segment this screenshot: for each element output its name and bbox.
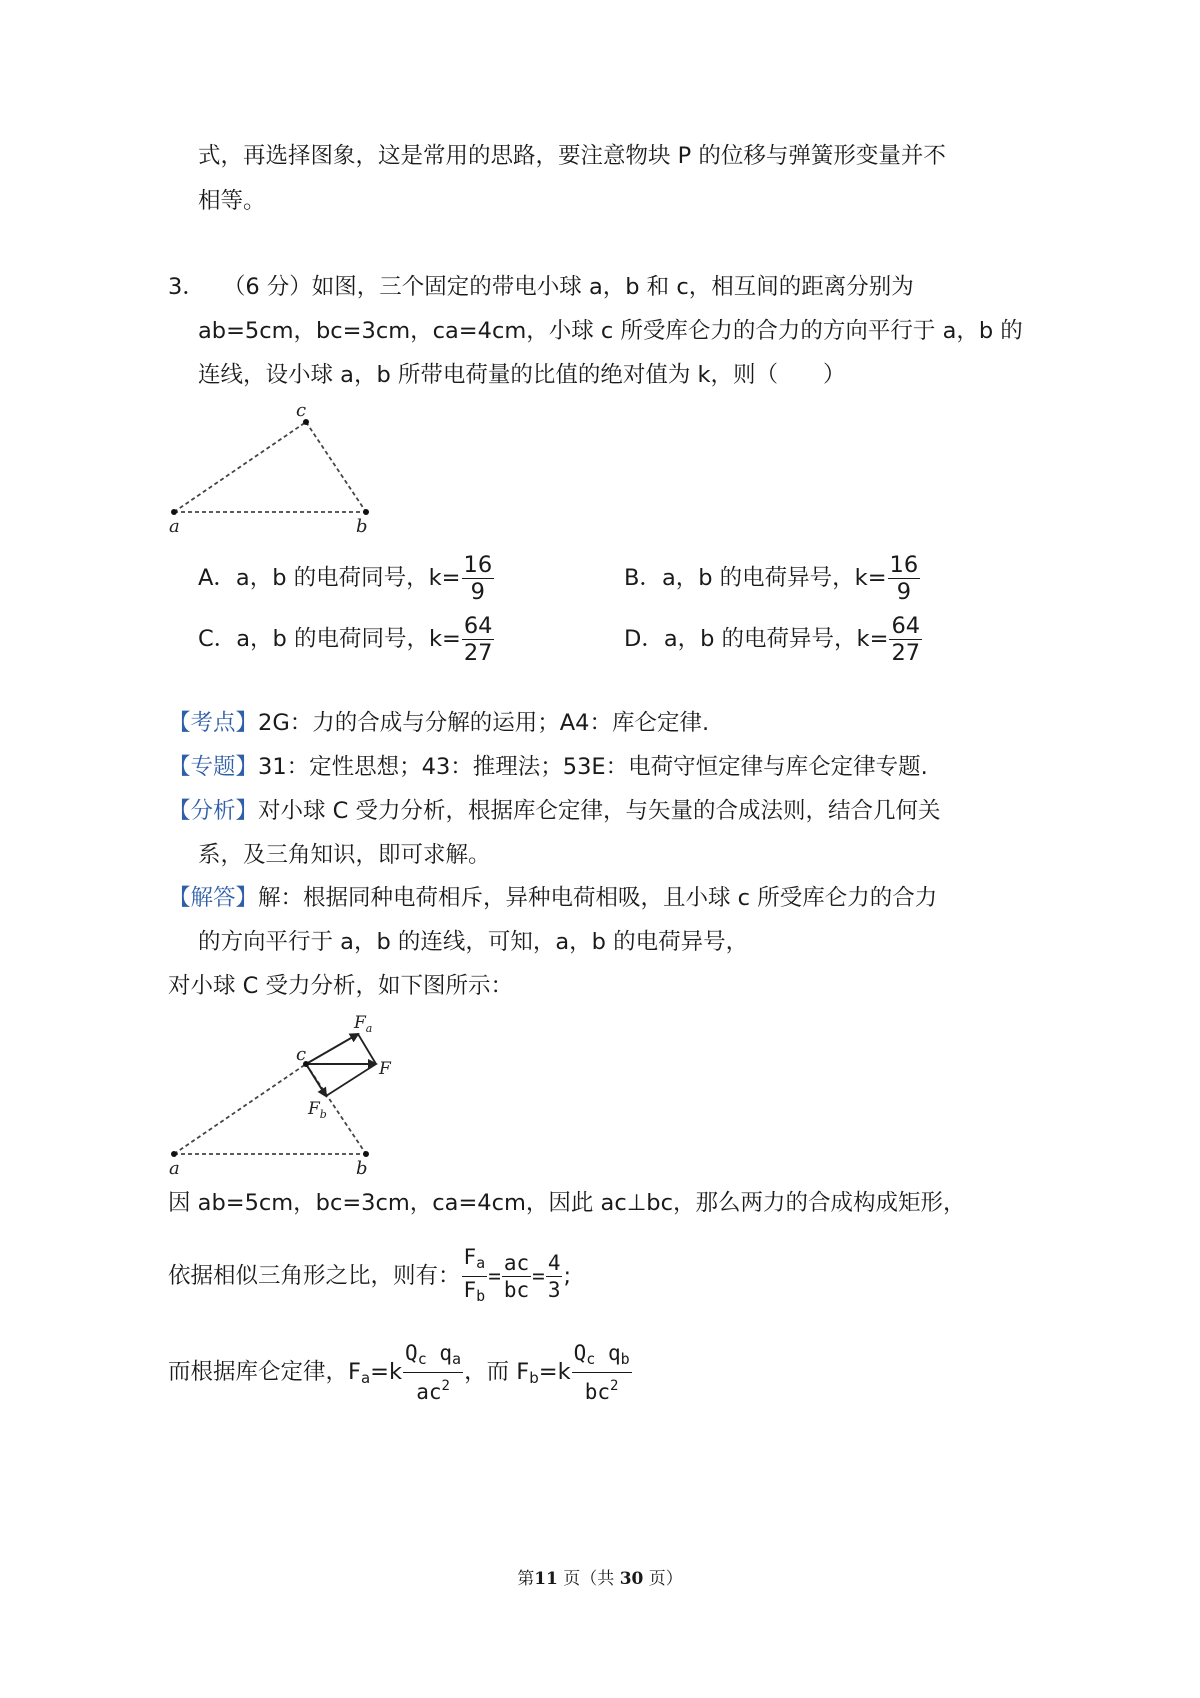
- label-fa: $F_a$: [354, 1013, 373, 1035]
- current-page-number: 11: [534, 1569, 558, 1589]
- prev-text-line-1: 式，再选择图象，这是常用的思路，要注意物块 P 的位移与弹簧形变量并不: [198, 143, 946, 169]
- option-a-fraction: $\frac{16}{9}$: [463, 552, 493, 605]
- jieda-line-1: 【解答】解：根据同种电荷相斥，异种电荷相吸，且小球 c 所受库仑力的合力: [168, 885, 938, 911]
- parallelogram-edge-1: [358, 1034, 376, 1064]
- question-line-2: ab=5cm，bc=3cm，ca=4cm，小球 c 所受库仑力的合力的方向平行于 a，b 的: [198, 318, 1023, 344]
- jieda-line-3: 对小球 C 受力分析，如下图所示：: [168, 973, 514, 999]
- label-c: c: [296, 1044, 307, 1065]
- jieda-tag: 【解答】: [168, 885, 259, 911]
- force-fa-arrow: [306, 1034, 358, 1064]
- kaodian-tag: 【考点】: [168, 710, 259, 736]
- option-b-fraction: $\frac{16}{9}$: [889, 552, 919, 605]
- question-score: （6 分）: [222, 274, 312, 300]
- question-line-3: 连线，设小球 a，b 所带电荷量的比值的绝对值为 k，则（ ）: [198, 362, 846, 388]
- label-f: F: [379, 1059, 391, 1079]
- fenxi-line-2: 系，及三角知识，即可求解。: [198, 842, 491, 868]
- parallelogram-edge-2: [326, 1064, 376, 1096]
- jieda-line-2: 的方向平行于 a，b 的连线，可知，a，b 的电荷异号，: [198, 929, 749, 955]
- kaodian-line: 【考点】2G：力的合成与分解的运用；A4：库仑定律.: [168, 710, 710, 736]
- label-b: b: [356, 1158, 368, 1179]
- option-d: D．a，b 的电荷异号，k= $\frac{64}{27}$: [624, 613, 921, 666]
- option-b: B．a，b 的电荷异号，k= $\frac{16}{9}$: [624, 552, 919, 605]
- option-c-fraction: $\frac{64}{27}$: [463, 613, 493, 666]
- side-cb: [306, 422, 366, 512]
- side-ac: [174, 422, 306, 512]
- coulomb-fa: $\frac{Q_c q_a}{ac^2}$: [405, 1341, 462, 1404]
- page-footer: 第11 页（共 30 页）: [517, 1569, 683, 1589]
- point-b: [363, 1151, 369, 1157]
- option-d-fraction: $\frac{64}{27}$: [891, 613, 921, 666]
- force-diagram: [160, 1008, 420, 1184]
- zhuanti-tag: 【专题】: [168, 754, 259, 780]
- total-page-number: 30: [619, 1569, 644, 1589]
- ratio-ac-bc: $\frac{ac}{bc}$: [503, 1251, 530, 1302]
- fenxi-line-1: 【分析】对小球 C 受力分析，根据库仑定律，与矢量的合成法则，结合几何关: [168, 798, 941, 824]
- option-a: A．a，b 的电荷同号，k= $\frac{16}{9}$: [198, 552, 493, 605]
- question-line-1: [168, 272, 914, 302]
- point-b: [363, 509, 369, 515]
- label-b: b: [356, 516, 368, 537]
- label-fb: $F_b$: [308, 1099, 327, 1121]
- label-a: a: [169, 516, 180, 537]
- fenxi-tag: 【分析】: [168, 798, 259, 824]
- zhuanti-line: 【专题】31：定性思想；43：推理法；53E：电荷守恒定律与库仑定律专题.: [168, 754, 928, 780]
- question-text-1: 如图，三个固定的带电小球 a，b 和 c，相互间的距离分别为: [311, 274, 914, 300]
- solution-line-6: 而根据库仑定律，$F_a=k$ $\frac{Q_c q_a}{ac^2}$ ，而 $F_b=k$ $\frac{Q_c q_b}{bc^2}$: [168, 1341, 630, 1404]
- point-a: [171, 1151, 177, 1157]
- prev-text-line-2: 相等。: [198, 188, 266, 214]
- question-number: 3．: [168, 274, 205, 300]
- ratio-fa-fb: $\frac{F_a}{F_b}$: [462, 1244, 488, 1309]
- label-a: a: [169, 1158, 180, 1179]
- side-ac: [174, 1064, 306, 1154]
- option-c: C．a，b 的电荷同号，k= $\frac{64}{27}$: [198, 613, 493, 666]
- solution-line-5: 依据相似三角形之比，则有： $\frac{F_a}{F_b}$ = $\frac{ac}{bc}$ = $\frac{4}{3}$ ;: [168, 1244, 571, 1309]
- coulomb-fb: $\frac{Q_c q_b}{bc^2}$: [573, 1341, 630, 1404]
- force-fb-arrow: [306, 1064, 326, 1096]
- point-a: [171, 509, 177, 515]
- triangle-figure: [160, 400, 400, 540]
- label-c: c: [296, 400, 307, 421]
- ratio-4-3: $\frac{4}{3}$: [547, 1251, 561, 1302]
- solution-line-4: 因 ab=5cm，bc=3cm，ca=4cm，因此 ac⊥bc，那么两力的合成构成矩形，: [168, 1190, 966, 1216]
